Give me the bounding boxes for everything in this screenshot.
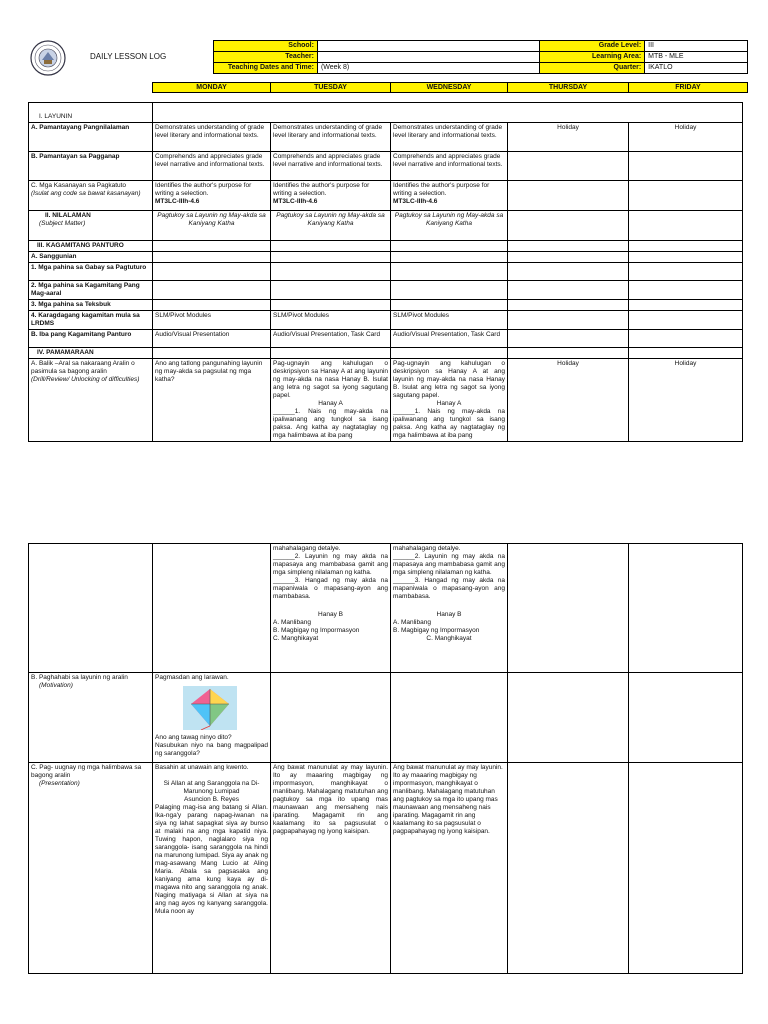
pag-uugnay-label: C. Pag- uugnay ng mga halimbawa sa bagong aralin [31,764,142,779]
balik-aral-tue: Pag-ugnayin ang kahulugan o deskripsiyon sa Hanay A at ang layunin ng may-akda na nasa Hanay B. Isulat ang letra ng sagot sa iyong sagutang papel. Hanay A ______1. Nais ng may-akda na ipaliwanang ang tungkol sa isang paksa. Ang katha ay nagtataglay ng mga halimbawa at iba pang [271,359,391,442]
lrdms-mon: SLM/Pivot Modules [153,311,271,330]
pagganap-mon: Comprehends and appreciates grade level narrative and informational texts. [153,152,271,181]
teacher-value [317,52,539,63]
kasanayan-mon: Identifies the author's purpose for writing a selection. MT3LC-IIIh-4.6 [153,181,271,211]
story-mon: Basahin at unawain ang kwento. Si Allan at ang Saranggola na Di-Marunong Lumipad Asuncion B. Reyes Palaging mag-isa ang batang si Allan. Ika-nga'y parang napag-iwanan na siya ng lahat sapagkat siya ay bunso at malaki na ang mga kapatid niya. Tuwing hapon, naglalaro siya ng saranggola- isang saranggola na hindi na marunong lumipad. Siya ay anak ng mag-asawang Mang Lucio at Aling Maria. Abala sa pagsasaka ang kaniyang ama kung kaya ay di-magawa nito ang saranggola ng anak. Naging matiyaga si Allan at siya na ang nag ayos ng kanyang saranggola. Mula noon ay [153,763,271,974]
pamamaraan-label: IV. PAMAMARAAN [29,348,153,359]
paghahabi-sub: (Motivation) [39,682,73,689]
story-author: Asuncion B. Reyes [184,796,239,803]
kagamitan-label: III. KAGAMITANG PANTURO [29,241,153,252]
pamantayang-pangnilalaman-label: A. Pamantayang Pangnilalaman [29,123,153,152]
document-title: DAILY LESSON LOG [90,52,167,61]
day-header-row [152,82,748,93]
balik-aral-sub: (Drill/Review/ Unlocking of difficulties) [31,376,140,383]
teacher-label: Teacher: [214,52,318,63]
competency-code: MT3LC-IIIh-4.6 [273,198,318,205]
day-header-thursday: THURSDAY [508,83,629,92]
day-header-wednesday: WEDNESDAY [391,83,508,92]
pag-uugnay-label-cell [29,763,153,974]
teksbuk-label: 3. Mga pahina sa Teksbuk [29,300,153,311]
grade-level-value: III [645,41,748,52]
story-title: Si Allan at ang Saranggola na Di-Marunong Lumipad [163,780,260,795]
balik-aral-holiday-fri: Holiday [629,359,743,442]
sanggunian-label: A. Sanggunian [29,252,153,263]
lrdms-wed: SLM/Pivot Modules [391,311,508,330]
pagganap-wed: Comprehends and appreciates grade level narrative and informational texts. [391,152,508,181]
paghahabi-label-cell [29,673,153,763]
quarter-label: Quarter: [540,63,645,74]
lrdms-label: 4. Karagdagang kagamitan mula sa LRDMS [29,311,153,330]
hanay-continued-wed: mahahalagang detalye. ______2. Layunin ng may akda na mapasaya ang mambabasa gamit ang mga simpleng nilalaman ng katha. ______3. Hangad ng may akda na mapaniwala o mapasang-ayon ang mambabasa. Hanay B A. Manlibang B. Magbigay ng Impormasyon C. Manghikayat [391,544,508,673]
kasanayan-sub: (Isulat ang code sa bawat kasanayan) [31,190,141,197]
grade-level-label: Grade Level: [540,41,645,52]
hanay-continued-tue: mahahalagang detalye. ______2. Layunin ng may akda na mapasaya ang mambabasa gamit ang mga simpleng nilalaman ng katha. ______3. Hangad ng may akda na mapaniwala o mapasang-ayon ang mambabasa. Hanay B A. Manlibang B. Magbigay ng Impormasyon C. Manghikayat [271,544,391,673]
nilalaman-label-cell [29,211,153,241]
school-label: School: [214,41,318,52]
kasanayan-tue: Identifies the author's purpose for writing a selection. MT3LC-IIIh-4.6 [271,181,391,211]
iba-tue: Audio/Visual Presentation, Task Card [271,330,391,348]
pagganap-tue: Comprehends and appreciates grade level narrative and informational texts. [271,152,391,181]
paghahabi-mon: Pagmasdan ang larawan. Ano ang tawag ninyo dito? Nasubukan niyo na bang magpalipad ng saranggola? [153,673,271,763]
balik-aral-mon: Ano ang tatlong pangunahing layunin ng may-akda sa pagsulat ng mga katha? [153,359,271,442]
kite-image [183,686,237,730]
nilalaman-wed: Pagtukoy sa Layunin ng May-akda sa Kaniyang Katha [391,211,508,241]
gabay-label: 1. Mga pahina sa Gabay sa Pagtuturo [29,263,153,281]
day-header-monday: MONDAY [153,83,271,92]
header-info-table [213,40,748,74]
balik-aral-label: A. Balik –Aral sa nakaraang Aralin o pasimula sa bagong aralin [31,360,135,375]
day-header-tuesday: TUESDAY [271,83,391,92]
paghahabi-label: B. Paghahabi sa layunin ng aralin [31,674,128,681]
lesson-log-table-page-1 [28,102,743,442]
nilalaman-label: II. NILALAMAN [45,212,91,219]
kasanayan-wed: Identifies the author's purpose for writing a selection. MT3LC-IIIh-4.6 [391,181,508,211]
pamantayang-wed: Demonstrates understanding of grade level literary and informational texts. [391,123,508,152]
quarter-value: IKATLO [645,63,748,74]
pamantayang-mon: Demonstrates understanding of grade level literary and informational texts. [153,123,271,152]
pamantayang-tue: Demonstrates understanding of grade level literary and informational texts. [271,123,391,152]
competency-code: MT3LC-IIIh-4.6 [393,198,438,205]
pamantayan-pagganap-label: B. Pamantayan sa Pagganap [29,152,153,181]
holiday-thu: Holiday [508,123,629,152]
nilalaman-mon: Pagtukoy sa Layunin ng May-akda sa Kaniyang Katha [153,211,271,241]
balik-aral-label-cell [29,359,153,442]
nilalaman-tue: Pagtukoy sa Layunin ng May-akda sa Kaniyang Katha [271,211,391,241]
kasanayan-label-cell [29,181,153,211]
mag-aaral-label: 2. Mga pahina sa Kagamitang Pang Mag-aaral [29,281,153,300]
layunin-heading: I. LAYUNIN [29,103,153,123]
teaching-dates-label: Teaching Dates and Time: [214,63,318,74]
iba-mon: Audio/Visual Presentation [153,330,271,348]
day-header-friday: FRIDAY [675,84,701,91]
school-value [317,41,539,52]
lesson-log-table-page-2 [28,543,743,974]
lrdms-tue: SLM/Pivot Modules [271,311,391,330]
kasanayan-label: C. Mga Kasanayan sa Pagkatuto [31,182,127,189]
balik-aral-holiday-thu: Holiday [508,359,629,442]
deped-seal-logo [30,40,66,76]
balik-aral-wed: Pag-ugnayin ang kahulugan o deskripsiyon sa Hanay A at ang layunin ng may-akda na nasa Hanay B. Isulat ang letra ng sagot sa iyong sagutang papel. Hanay A ______1. Nais ng may-akda na ipaliwanang ang tungkol sa isang paksa. Ang katha ay nagtataglay ng mga halimbawa at iba pang [391,359,508,442]
teaching-dates-value: (Week 8) [317,63,539,74]
author-purpose-wed: Ang bawat manunulat ay may layunin. Ito ay maaaring magbigay ng impormasyon, manghikayat o manlibang. Mahalagang matutuhan ang pagtukoy sa mga ito upang mas maunawaan ang mensaheng nais iparating. Magagamit rin ang kaalamang ito sa pagsusulat o pagpapahayag ng iyong kaisipan. [391,763,508,974]
story-body: Palaging mag-isa ang batang si Allan. Ika-nga'y parang napag-iwanan na siya ng lahat sapagkat siya ay bunso at malaki na ang mga kapatid niya. Tuwing hapon, naglalaro siya ng saranggola- isang saranggola na hindi na marunong lumipad. Siya ay anak ng mag-asawang Mang Lucio at Aling Maria. Abala sa pagsasaka ang kaniyang ama kung kaya ay di-magawa nito ang saranggola ng anak. Naging matiyaga si Allan at siya na ang nag ayos ng kanyang saranggola. Mula noon ay [155,804,268,915]
pag-uugnay-sub: (Presentation) [39,780,80,787]
holiday-fri: Holiday [629,123,743,152]
nilalaman-sub: (Subject Matter) [39,220,86,227]
iba-wed: Audio/Visual Presentation, Task Card [391,330,508,348]
learning-area-label: Learning Area: [540,52,645,63]
author-purpose-tue: Ang bawat manunulat ay may layunin. Ito ay maaaring magbigay ng impormasyon, manghikayat o manlibang. Mahalagang matutuhan ang pagtukoy sa mga ito upang mas maunawaan ang mensaheng nais iparating. Magagamit rin ang kaalamang ito sa pagsusulat o pagpapahayag ng iyong kaisipan. [271,763,391,974]
learning-area-value: MTB - MLE [645,52,748,63]
iba-label: B. Iba pang Kagamitang Panturo [29,330,153,348]
competency-code: MT3LC-IIIh-4.6 [155,198,200,205]
